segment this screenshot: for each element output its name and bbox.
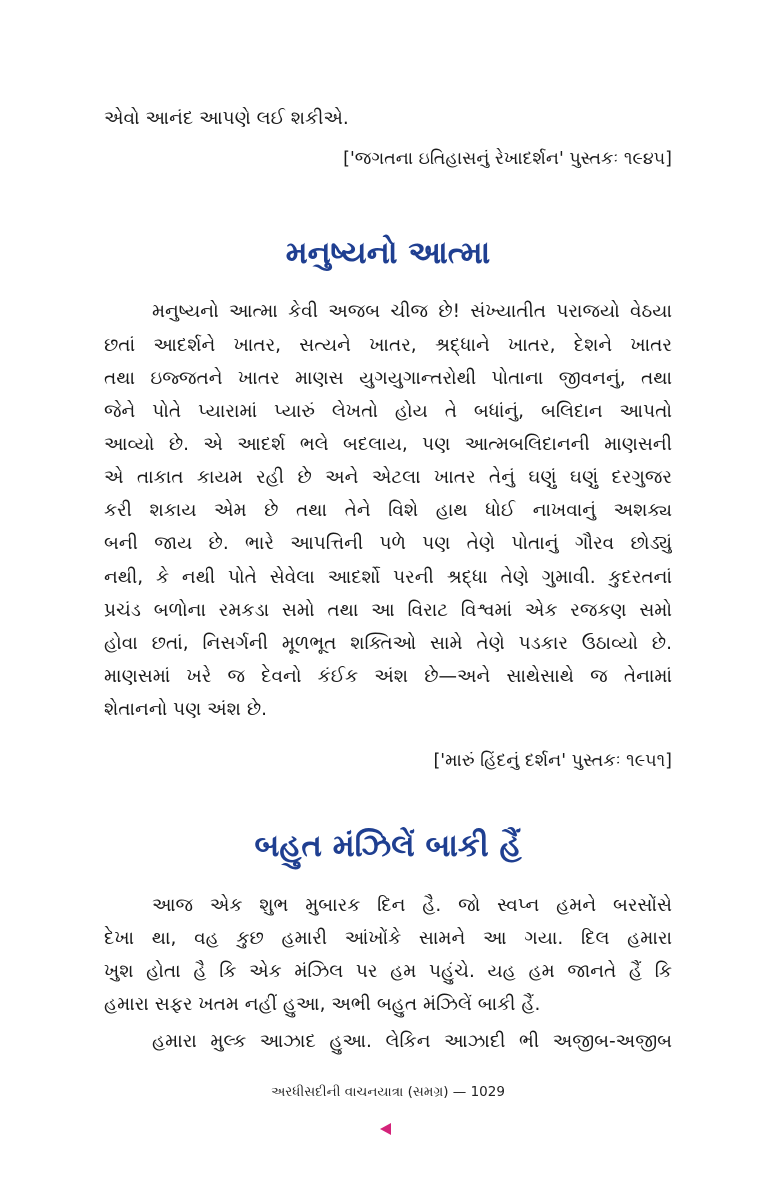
paragraph-line: શેતાનનો પણ અંશ છે. xyxy=(104,699,267,720)
paragraph-line: આજ એક શુભ મુબારક દિન હૈ. જો સ્વપ્ન હમને બરસોંસે xyxy=(152,895,672,916)
paragraph-line: છતાં આદર્શને ખાતર, સત્યને ખાતર, શ્રદ્ધાને ખાતર, દેશને ખાતર xyxy=(104,335,672,356)
paragraph-line: ખુશ હોતા હૈ કિ એક મંઝિલ પર હમ પહુંચે. યહ હમ જાનતે હૈં કિ xyxy=(104,961,672,982)
paragraph-line: પ્રચંડ બળોના રમકડા સમો તથા આ વિરાટ વિશ્વમાં એક રજકણ સમો xyxy=(104,600,672,621)
paragraph-line: એ તાકાત કાયમ રહી છે અને એટલા ખાતર તેનું ઘણું ઘણું દરગુજર xyxy=(104,467,672,488)
paragraph-line: આવ્યો છે. એ આદર્શ ભલે બદલાય, પણ આત્મબલિદાનની માણસની xyxy=(104,434,672,455)
paragraph-line: માણસમાં ખરે જ દેવનો કંઈક અંશ છે—અને સાથેસાથે જ તેનામાં xyxy=(104,666,672,687)
paragraph-line: બની જાય છે. ભારે આપત્તિની પળે પણ તેણે પોતાનું ગૌરવ છોડ્યું xyxy=(104,533,672,554)
section-title-2: બહુત મંઝિલેં બાકી હૈં xyxy=(254,828,522,864)
section1-citation: ['મારું હિંદનું દર્શન' પુસ્તકઃ ૧૯૫૧] xyxy=(433,751,672,771)
paragraph-line: નથી, કે નથી પોતે સેવેલા આદર્શો પરની શ્રદ્ધા તેણે ગુમાવી. કુદરતનાં xyxy=(104,567,672,588)
paragraph-line: મનુષ્યનો આત્મા કેવી અજબ ચીજ છે! સંખ્યાતીત પરાજયો વેઠયા xyxy=(152,301,672,322)
intro-line: એવો આનંદ આપણે લઈ શકીએ. xyxy=(104,108,349,129)
intro-citation: ['જગતના ઇતિહાસનું રેખાદર્શન' પુસ્તકઃ ૧૯૪૫] xyxy=(343,149,672,169)
previous-page-arrow-icon[interactable] xyxy=(380,1123,391,1135)
paragraph-line: હમારા મુલ્ક આઝાદ હુઆ. લેકિન આઝાદી ભી અજીબ-અજીબ xyxy=(152,1031,672,1052)
paragraph-line: તથા ઇજ્જતને ખાતર માણસ યુગયુગાન્તરોથી પોતાના જીવનનું, તથા xyxy=(104,368,672,389)
section-title-1: મનુષ્યનો આત્મા xyxy=(285,235,491,271)
paragraph-line: હમારા સફર ખતમ નહીં હુઆ, અભી બહુત મંઝિલેં બાકી હૈં. xyxy=(104,994,541,1015)
paragraph-line: જેને પોતે પ્યારામાં પ્યારું લેખતો હોય તે બધાંનું, બલિદાન આપતો xyxy=(104,401,672,422)
document-page xyxy=(104,0,672,1199)
paragraph-line: હોવા છતાં, નિસર્ગની મૂળભૂત શક્તિઓ સામે તેણે પડકાર ઉઠાવ્યો છે. xyxy=(104,633,672,654)
page-footer: અરધીસદીની વાચનયાત્રા (સમગ્ર) — 1029 xyxy=(271,1084,505,1100)
paragraph-line: કરી શકાય એમ છે તથા તેને વિશે હાથ ધોઈ નાખવાનું અશક્ય xyxy=(104,500,672,521)
paragraph-line: દેખા થા, વહ કુછ હમારી આંખોંકે સામને આ ગયા. દિલ હમારા xyxy=(104,928,672,949)
